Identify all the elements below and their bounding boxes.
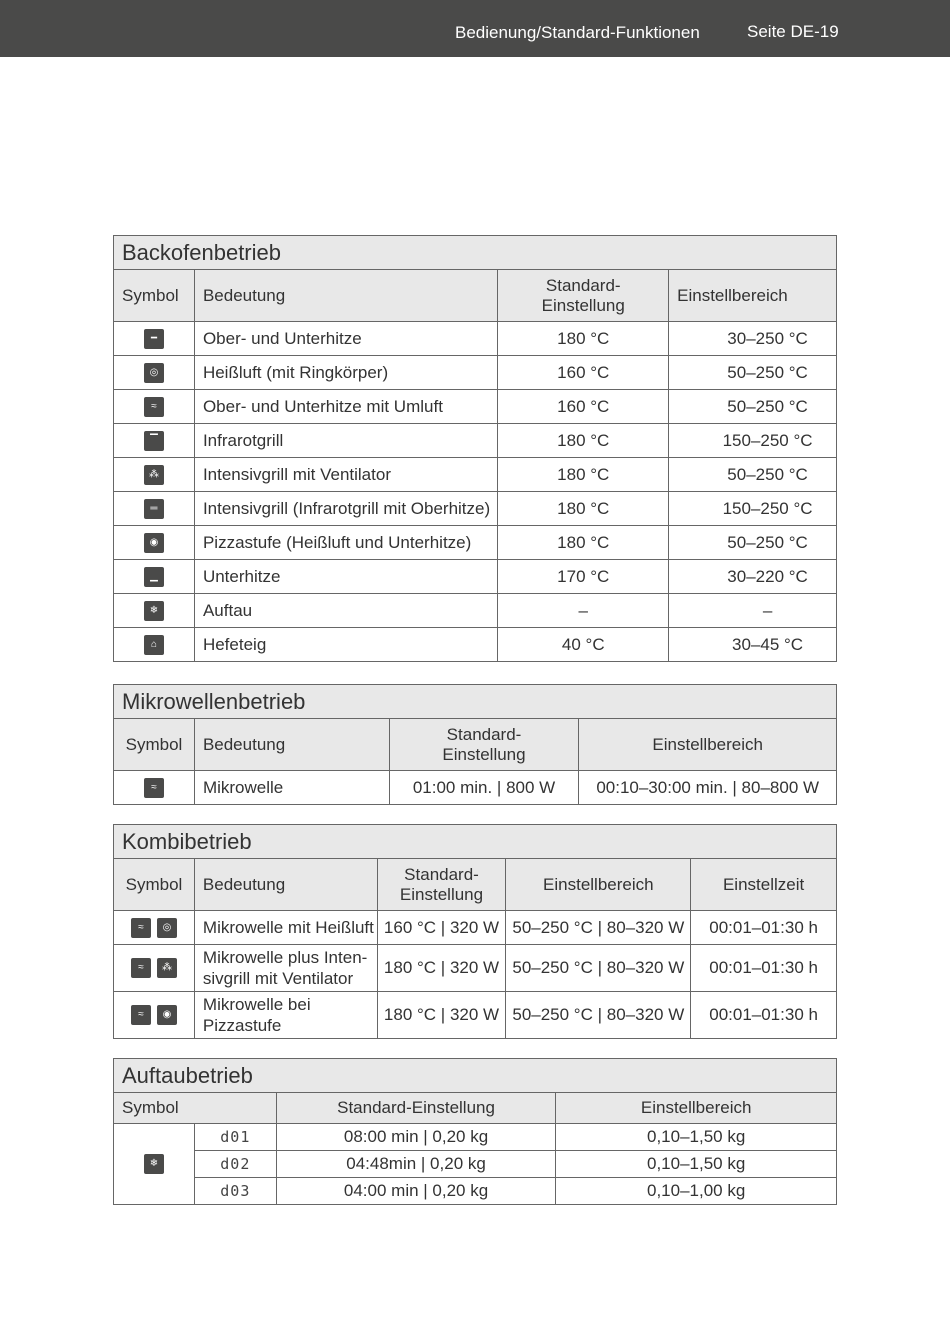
bereich-cell: –: [669, 594, 837, 628]
bereich-cell: 50–250 °C: [669, 356, 837, 390]
bereich-cell: 00:10–30:00 min. | 80–800 W: [579, 771, 837, 805]
pizzastufe-icon: ◉: [144, 533, 164, 553]
standard-cell: 180 °C: [498, 526, 669, 560]
mikrowelle-table: [113, 684, 837, 805]
col-symbol: Symbol: [114, 719, 195, 771]
mikrowelle-icon: ≈: [131, 958, 151, 978]
standard-cell: 40 °C: [498, 628, 669, 662]
intensivgrill-icon: ═: [144, 499, 164, 519]
symbol-cell: [114, 594, 195, 628]
table-row: [114, 594, 837, 628]
symbol-cell: [114, 356, 195, 390]
bereich-cell: 0,10–1,50 kg: [556, 1151, 837, 1178]
col-bereich: Einstellbereich: [506, 859, 691, 911]
heissluft-icon: ◎: [144, 363, 164, 383]
col-standard: Standard-Einstellung: [276, 1093, 556, 1124]
col-standard: Standard- Einstellung: [498, 270, 669, 322]
table-row: [114, 322, 837, 356]
bedeutung-cell: Heißluft (mit Ringkörper): [194, 356, 497, 390]
bedeutung-cell: Infrarotgrill: [194, 424, 497, 458]
bedeutung-cell: Ober- und Unterhitze mit Umluft: [194, 390, 497, 424]
table-row: [114, 1151, 837, 1178]
col-symbol: Symbol: [114, 859, 195, 911]
table-row: [114, 1124, 837, 1151]
col-bedeutung: Bedeutung: [194, 859, 377, 911]
col-bedeutung: Bedeutung: [194, 719, 389, 771]
infrarotgrill-icon: ▔: [144, 431, 164, 451]
bereich-cell: 150–250 °C: [669, 424, 837, 458]
page-number: Seite DE-19: [747, 22, 839, 41]
bereich-cell: 50–250 °C: [669, 526, 837, 560]
standard-cell: 180 °C | 320 W: [377, 992, 506, 1039]
col-symbol: Symbol: [114, 270, 195, 322]
bereich-cell: 30–220 °C: [669, 560, 837, 594]
auftau-icon: ❄: [144, 601, 164, 621]
symbol-cell: [114, 458, 195, 492]
bedeutung-cell: Unterhitze: [194, 560, 497, 594]
table-row: [114, 356, 837, 390]
table-row: [114, 390, 837, 424]
table-row: [114, 492, 837, 526]
table-row: [114, 1178, 837, 1205]
program-code-display: d03: [194, 1178, 276, 1205]
zeit-cell: 00:01–01:30 h: [691, 945, 837, 992]
bereich-cell: 150–250 °C: [669, 492, 837, 526]
bedeutung-cell: Auftau: [194, 594, 497, 628]
standard-cell: 180 °C: [498, 322, 669, 356]
table-row: [114, 628, 837, 662]
page-header: [0, 0, 950, 57]
hefeteig-icon: ⌂: [144, 635, 164, 655]
zeit-cell: 00:01–01:30 h: [691, 911, 837, 945]
table-row: [114, 458, 837, 492]
symbol-cell: [114, 992, 195, 1039]
zeit-cell: 00:01–01:30 h: [691, 992, 837, 1039]
bereich-cell: 0,10–1,50 kg: [556, 1124, 837, 1151]
bereich-cell: 30–250 °C: [669, 322, 837, 356]
bedeutung-cell: Pizzastufe (Heißluft und Unterhitze): [194, 526, 497, 560]
table-row: [114, 771, 837, 805]
standard-cell: 08:00 min | 0,20 kg: [276, 1124, 556, 1151]
auftau-title: Auftaubetrieb: [114, 1059, 837, 1093]
bereich-cell: 50–250 °C | 80–320 W: [506, 911, 691, 945]
standard-cell: 160 °C | 320 W: [377, 911, 506, 945]
bereich-cell: 30–45 °C: [669, 628, 837, 662]
standard-cell: 04:48min | 0,20 kg: [276, 1151, 556, 1178]
table-row: [114, 945, 837, 992]
standard-cell: 160 °C: [498, 390, 669, 424]
standard-cell: –: [498, 594, 669, 628]
bereich-cell: 50–250 °C: [669, 390, 837, 424]
bereich-cell: 50–250 °C | 80–320 W: [506, 992, 691, 1039]
standard-cell: 180 °C | 320 W: [377, 945, 506, 992]
backofen-table: [113, 235, 837, 662]
symbol-cell: [114, 771, 195, 805]
symbol-cell: [114, 390, 195, 424]
umluft-icon: ≈: [144, 397, 164, 417]
bedeutung-cell: Intensivgrill (Infrarotgrill mit Oberhitze): [194, 492, 497, 526]
kombi-title: Kombibetrieb: [114, 825, 837, 859]
bedeutung-cell: Mikrowelle: [194, 771, 389, 805]
symbol-cell: [114, 628, 195, 662]
table-row: [114, 424, 837, 458]
program-code-display: d01: [194, 1124, 276, 1151]
col-bereich: Einstellbereich: [579, 719, 837, 771]
bedeutung-cell: Ober- und Unterhitze: [194, 322, 497, 356]
col-bedeutung: Bedeutung: [194, 270, 497, 322]
col-bereich: Einstellbereich: [556, 1093, 837, 1124]
col-bereich: Einstellbereich: [669, 270, 837, 322]
bedeutung-cell: Mikrowelle plus Inten- sivgrill mit Ventilator: [194, 945, 377, 992]
table-row: [114, 560, 837, 594]
mikrowelle-icon: ≈: [144, 778, 164, 798]
table-row: [114, 911, 837, 945]
standard-cell: 180 °C: [498, 492, 669, 526]
symbol-cell: [114, 560, 195, 594]
bereich-cell: 0,10–1,00 kg: [556, 1178, 837, 1205]
standard-cell: 01:00 min. | 800 W: [389, 771, 579, 805]
program-code-display: d02: [194, 1151, 276, 1178]
bedeutung-cell: Intensivgrill mit Ventilator: [194, 458, 497, 492]
section-title: Bedienung/Standard-Funktionen: [455, 23, 700, 42]
ober-unterhitze-icon: ━: [144, 329, 164, 349]
backofen-title: Backofenbetrieb: [114, 236, 837, 270]
bereich-cell: 50–250 °C | 80–320 W: [506, 945, 691, 992]
symbol-cell: [114, 322, 195, 356]
auftau-icon: ❄: [144, 1154, 164, 1174]
symbol-cell: [114, 492, 195, 526]
col-zeit: Einstellzeit: [691, 859, 837, 911]
standard-cell: 04:00 min | 0,20 kg: [276, 1178, 556, 1205]
unterhitze-icon: ▁: [144, 567, 164, 587]
symbol-cell: [114, 526, 195, 560]
col-symbol: Symbol: [114, 1093, 277, 1124]
table-row: [114, 992, 837, 1039]
heissluft-icon: ◎: [157, 918, 177, 938]
table-row: [114, 526, 837, 560]
bedeutung-cell: Mikrowelle bei Pizzastufe: [194, 992, 377, 1039]
symbol-cell: [114, 424, 195, 458]
mikrowelle-icon: ≈: [131, 918, 151, 938]
auftau-table: [113, 1058, 837, 1205]
col-standard: Standard- Einstellung: [377, 859, 506, 911]
bedeutung-cell: Hefeteig: [194, 628, 497, 662]
standard-cell: 180 °C: [498, 458, 669, 492]
bedeutung-cell: Mikrowelle mit Heißluft: [194, 911, 377, 945]
pizzastufe-icon: ◉: [157, 1005, 177, 1025]
symbol-cell: [114, 1124, 195, 1205]
symbol-cell: [114, 945, 195, 992]
kombi-table: [113, 824, 837, 1039]
intensivgrill-ventilator-icon: ⁂: [157, 958, 177, 978]
col-standard: Standard- Einstellung: [389, 719, 579, 771]
symbol-cell: [114, 911, 195, 945]
standard-cell: 160 °C: [498, 356, 669, 390]
intensivgrill-ventilator-icon: ⁂: [144, 465, 164, 485]
standard-cell: 170 °C: [498, 560, 669, 594]
mikrowelle-title: Mikrowellenbetrieb: [114, 685, 837, 719]
standard-cell: 180 °C: [498, 424, 669, 458]
bereich-cell: 50–250 °C: [669, 458, 837, 492]
mikrowelle-icon: ≈: [131, 1005, 151, 1025]
